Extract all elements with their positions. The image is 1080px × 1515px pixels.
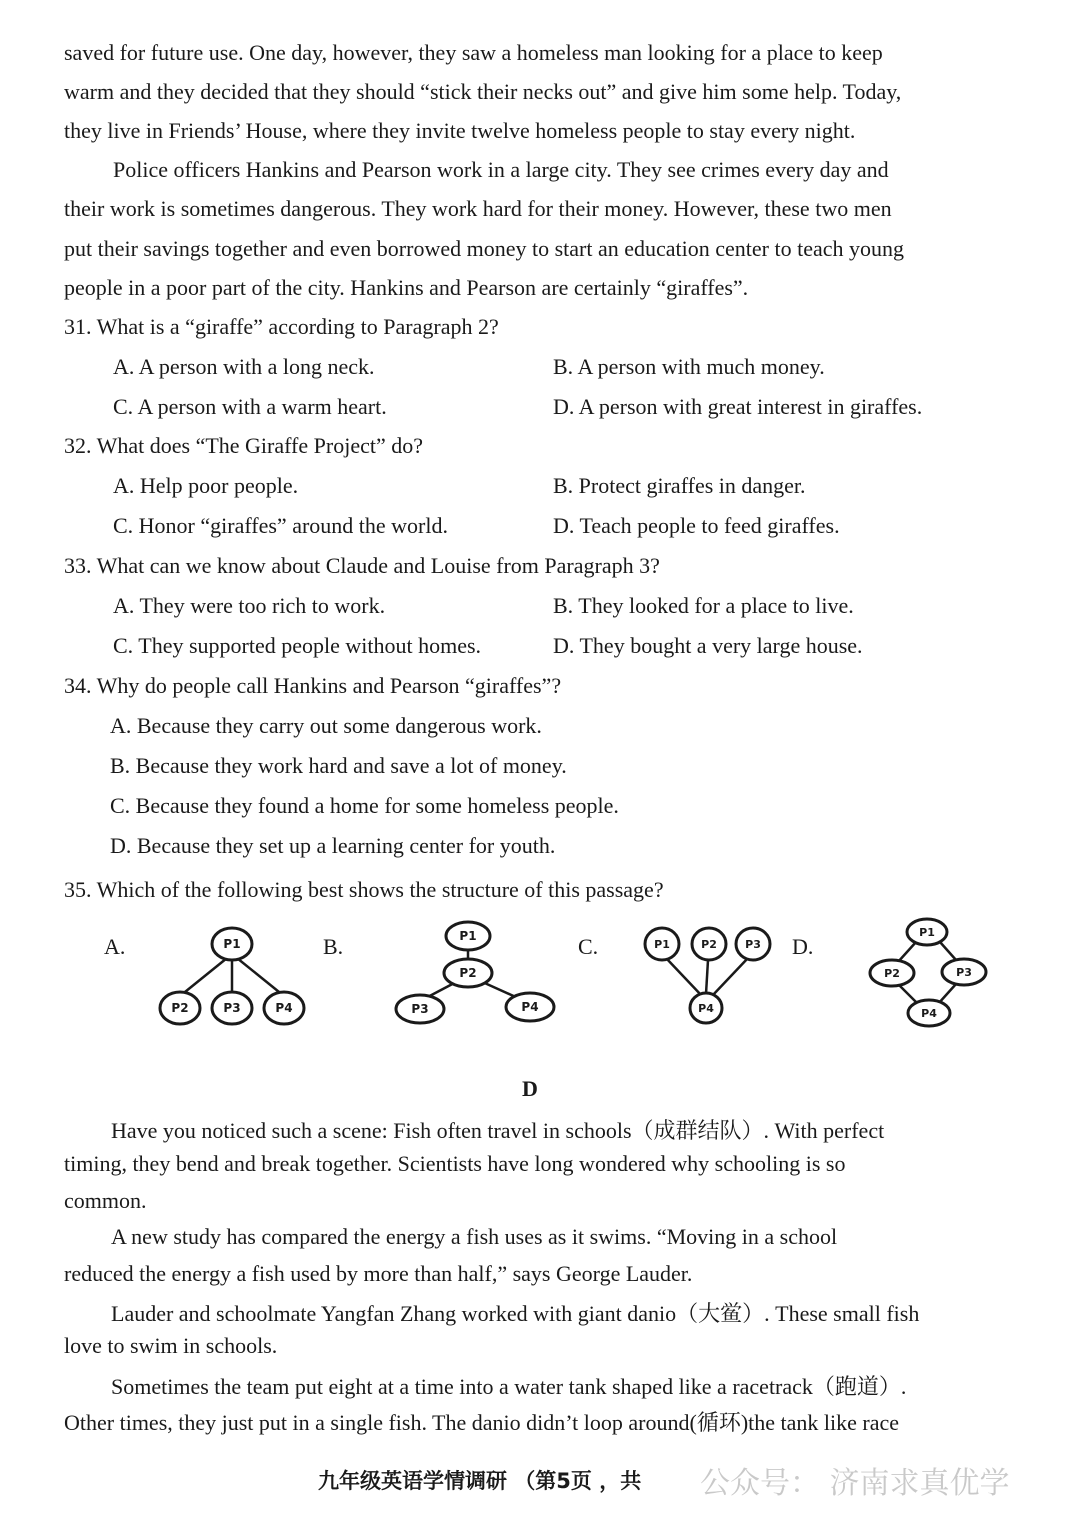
diagram-node-label: P1 (919, 926, 935, 939)
page-footer: 九年级英语学情调研 （第5页 ，共 (318, 1469, 642, 1493)
diagram-node-label: P2 (701, 938, 717, 951)
option-c: C. Honor “giraffes” around the world. (113, 513, 448, 538)
diagram-edge (898, 942, 916, 962)
diagram-node-label: P4 (921, 1007, 937, 1020)
diagram-node-label: P3 (745, 938, 761, 951)
option-a: A. (104, 934, 126, 959)
diagram-edge (940, 942, 956, 960)
diagram-edge (712, 958, 748, 996)
diagram-node-label: P2 (171, 1001, 189, 1015)
option-d: D. They bought a very large house. (553, 633, 863, 658)
question-stem: 31. What is a “giraffe” according to Paragraph 2? (64, 314, 499, 339)
option-d: D. Teach people to feed giraffes. (553, 513, 840, 538)
question-stem: 32. What does “The Giraffe Project” do? (64, 433, 423, 458)
diagram-c (640, 922, 780, 1032)
text-line: A new study has compared the energy a fish uses as it swims. “Moving in a school (111, 1224, 838, 1249)
option-a: A. They were too rich to work. (113, 593, 386, 618)
diagram-node-label: P2 (459, 966, 477, 980)
text-line: warm and they decided that they should “stick their necks out” and give him some help. Today, (64, 79, 902, 104)
diagram-edge (898, 984, 918, 1004)
passage-d-heading: D (522, 1076, 538, 1101)
option-b: B. They looked for a place to live. (553, 593, 854, 618)
text-line: put their savings together and even borrowed money to start an education center to teach young (64, 236, 905, 261)
option-c: C. A person with a warm heart. (113, 394, 387, 419)
diagram-node-label: P4 (521, 1000, 539, 1014)
text-line: love to swim in schools. (64, 1333, 278, 1358)
text-line: timing, they bend and break together. Scientists have long wondered why schooling is so (64, 1151, 846, 1176)
diagram-node-label: P3 (956, 966, 972, 979)
text-line: their work is sometimes dangerous. They work hard for their money. However, these two men (64, 196, 892, 221)
option-c: C. They supported people without homes. (113, 633, 482, 658)
diagram-edge (706, 960, 708, 994)
text-line: Police officers Hankins and Pearson work in a large city. They see crimes every day and (113, 157, 889, 182)
diagram-b (390, 918, 565, 1028)
text-line: Sometimes the team put eight at a time into a water tank shaped like a racetrack（跑道）. (111, 1374, 907, 1399)
diagram-node-label: P3 (411, 1002, 429, 1016)
option-b: B. Because they work hard and save a lot of money. (110, 753, 567, 778)
watermark: 公众号： 济南求真优学 (700, 1466, 1010, 1501)
option-a: A. A person with a long neck. (113, 354, 375, 379)
diagram-node-label: P4 (275, 1001, 293, 1015)
option-d: D. A person with great interest in giraffes. (553, 394, 923, 419)
option-c: C. (578, 934, 599, 959)
diagram-node-label: P3 (223, 1001, 241, 1015)
diagram-node-label: P1 (459, 929, 477, 943)
text-line: Other times, they just put in a single fish. The danio didn’t loop around(循环)the tank like race (64, 1410, 900, 1435)
option-b: B. A person with much money. (553, 354, 825, 379)
diagram-d (860, 914, 995, 1034)
option-b: B. (323, 934, 344, 959)
text-line: Lauder and schoolmate Yangfan Zhang worked with giant danio（大鲎）. These small fish (111, 1301, 920, 1326)
text-line: Have you noticed such a scene: Fish often travel in schools（成群结队）. With perfect (111, 1118, 885, 1143)
question-stem: 35. Which of the following best shows the structure of this passage? (64, 877, 664, 902)
diagram-node-label: P1 (654, 938, 670, 951)
question-stem: 33. What can we know about Claude and Louise from Paragraph 3? (64, 553, 660, 578)
diagram-edge (666, 958, 702, 996)
option-d: D. (792, 934, 814, 959)
text-line: saved for future use. One day, however, they saw a homeless man looking for a place to keep (64, 40, 883, 65)
diagram-node-label: P4 (698, 1002, 714, 1015)
text-line: reduced the energy a fish used by more than half,” says George Lauder. (64, 1261, 693, 1286)
option-b: B. Protect giraffes in danger. (553, 473, 806, 498)
option-d: D. Because they set up a learning center for youth. (110, 833, 556, 858)
option-c: C. Because they found a home for some homeless people. (110, 793, 619, 818)
text-line: they live in Friends’ House, where they invite twelve homeless people to stay every night. (64, 118, 856, 143)
text-line: common. (64, 1188, 147, 1213)
option-a: A. Because they carry out some dangerous work. (110, 713, 542, 738)
question-stem: 34. Why do people call Hankins and Pearson “giraffes”? (64, 673, 562, 698)
diagram-node-label: P1 (223, 937, 241, 951)
diagram-a (150, 922, 320, 1032)
text-line: people in a poor part of the city. Hankins and Pearson are certainly “giraffes”. (64, 275, 749, 300)
option-a: A. Help poor people. (113, 473, 299, 498)
diagram-node-label: P2 (884, 967, 900, 980)
